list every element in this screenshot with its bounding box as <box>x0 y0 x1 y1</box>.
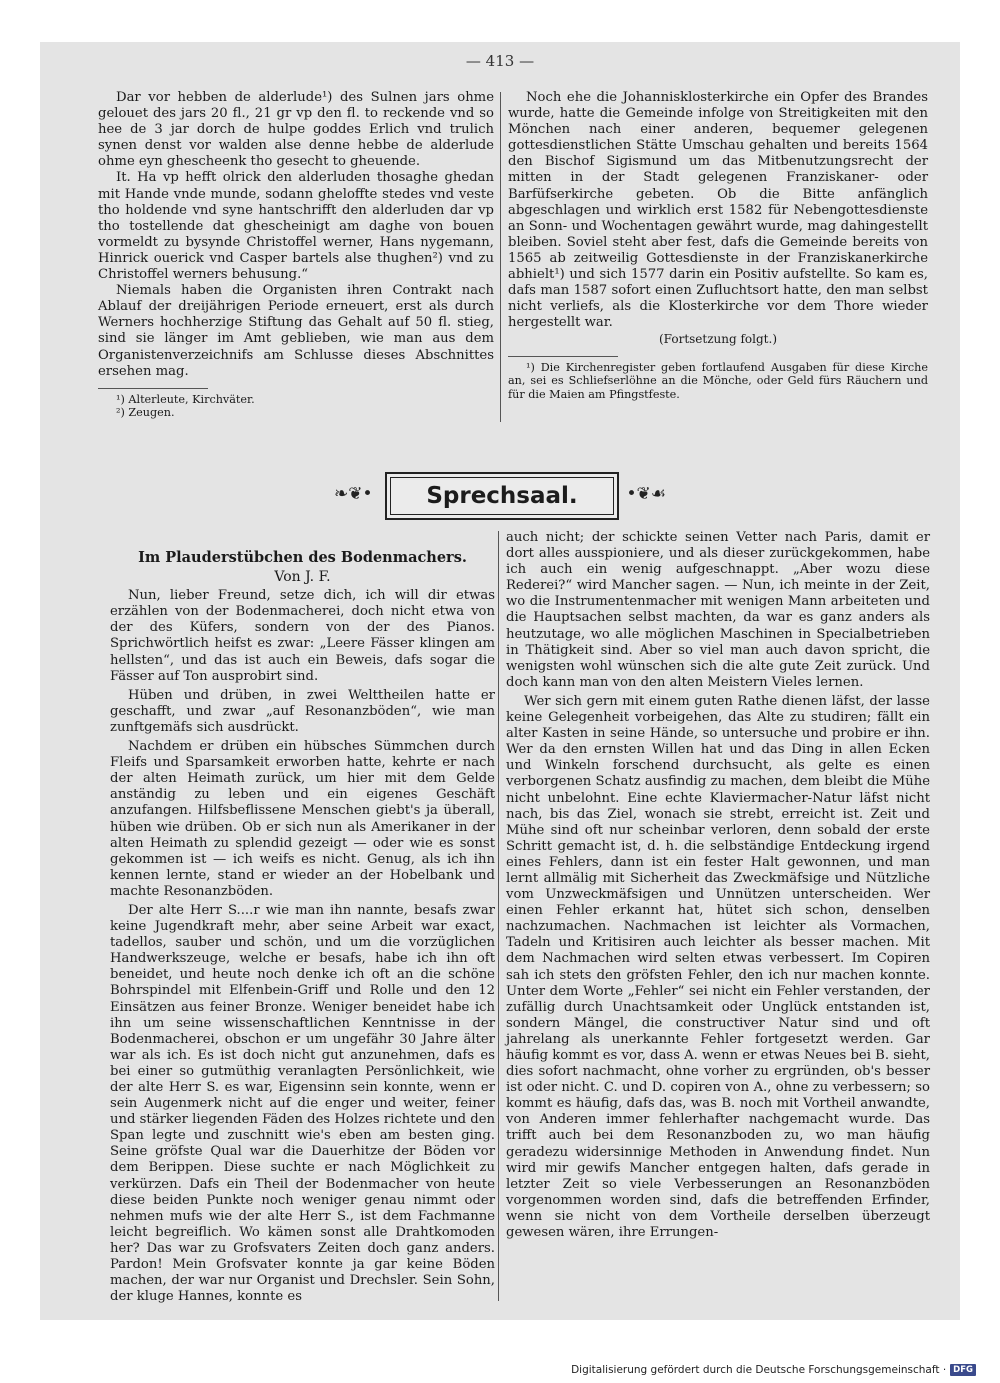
paragraph: Hüben und drüben, in zwei Welttheilen hatte er geschafft, und zwar „auf Resonanzböden“, wie man zunftgemäfs sich ausdrückt. <box>110 687 495 735</box>
footnote-divider <box>98 388 208 389</box>
footnote: ¹) Alterleute, Kirchväter. <box>116 392 255 406</box>
paragraph: Wer sich gern mit einem guten Rathe dienen läfst, der lasse keine Gelegenheit vorbeigehen, das Alte zu studiren; fällt ein alter Kasten in seine Hände, so untersuche und probire er ihn. Wer da den ernsten Willen hat und das Ding in allen Ecken und Winkeln forschend durchsucht, als gelte es einen verborgenen Schatz ausfindig zu machen, dem bleibt die Mühe nicht unbelohnt. Eine echte Klaviermacher-Natur läfst nicht nach, bis das Ziel, wonach sie strebt, erreicht ist. Zeit und Mühe sind oft nur scheinbar verloren, denn sobald der erste Schritt gemacht ist, d. h. die selbständige Entdeckung irgend eines Fehlers, dann ist ein fester Halt gewonnen, und man lernt allmälig mit Sicherheit das Zweckmäfsige und Nützliche vom Unzweckmäfsigen und Unnützen unterscheiden. Wer einen Fehler erkannt hat, hütet sich schon, denselben nachzumachen. Nachmachen ist leichter als Vormachen, Tadeln und Kritisiren auch leichter als besser machen. Mit dem Nachmachen wird selten etwas verbessert. Im Copiren sah ich stets den gröfsten Fehler, den ich nur machen konnte. Unter dem Worte „Fehler“ sei nicht ein Fehler verstanden, der zufällig durch Unachtsamkeit oder Unglück entstanden ist, sondern Mängel, die constructiver Natur sind und oft jahrelang als unerkannte Fehler fortgesetzt werden. Gar häufig kommt es vor, dass A. wenn er etwas Neues bei B. sieht, dies sofort nachmacht, ohne vorher zu ergründen, ob's besser ist oder nicht. C. und D. copiren von A., ohne zu verbessern; so kommt es häufig, dafs das, was B. noch mit Vortheil anwandte, von Anderen immer fehlerhafter nachgemacht wurde. Das trifft auch bei dem Resonanzboden zu, wo man häufig geradezu widersinnige Methoden in Anwendung findet. Nun wird mir gewifs Mancher entgegen halten, dafs gerade in letzter Zeit so viele Verbesserungen an Resonanzböden vorgenommen worden sind, dafs die betreffenden Erfinder, wenn sie nicht von dem Vortheile derselben überzeugt gewesen wären, ihre Errungen- <box>506 693 930 1241</box>
section-banner <box>330 467 670 525</box>
scanned-page <box>40 42 960 1320</box>
column-divider <box>500 92 501 422</box>
dfg-logo: DFG <box>950 1364 976 1376</box>
article-left-column <box>110 550 495 1305</box>
paragraph: It. Ha vp hefft olrick den alderluden thosaghe ghedan mit Hande vnde munde, sodann gheloffte stedes vnd veste tho holdende vnd syne hantschrifft den alderluden dar vp tho tostellende dat ghescheinigt am daghe von bouen vormeldt zu bysynde Christoffel werner, Hans nygemann, Hinrick ouerick vnd Casper bartels alse thughen²) vnd zu Christoffel werners behusung.“ <box>98 170 494 283</box>
continued-note: (Fortsetzung folgt.) <box>659 332 777 347</box>
digitization-credit <box>571 1364 976 1376</box>
ornament-right-icon: •❦☙ <box>626 484 666 504</box>
article-title: Im Plauderstübchen des Bodenmachers. <box>138 549 467 566</box>
footnote-divider <box>508 356 618 357</box>
column-divider <box>498 531 499 1301</box>
article-right-column <box>506 530 930 1241</box>
top-right-column <box>508 90 928 401</box>
paragraph: Niemals haben die Organisten ihren Contrakt nach Ablauf der dreijährigen Periode erneuert, erst als durch Werners hochherzige Stiftung das Gehalt auf 50 fl. stieg, sind sie länger im Amt geblieben, wie man aus dem Organistenverzeichnifs am Schlusse dieses Abschnittes ersehen mag. <box>98 283 494 379</box>
article-author: Von J. F. <box>274 569 331 586</box>
credit-text: Digitalisierung gefördert durch die Deutsche Forschungsgemeinschaft · <box>571 1364 947 1376</box>
paragraph: Noch ehe die Johannisklosterkirche ein Opfer des Brandes wurde, hatte die Gemeinde infolge von Streitigkeiten mit den Mönchen nach einer anderen, bequemer gelegenen gottesdienstlichen Stätte Umschau gehalten und bereits 1564 den Bischof Sigismund um das Mitbenutzungsrecht der mitten in der Stadt gelegenen Franziskaner- oder Barfüfserkirche gebeten. Ob die Bitte anfänglich abgeschlagen und wirklich erst 1582 für Nebengottesdienste an Sonn- und Wochentagen gewährt wurde, mag dahingestellt bleiben. Soviel steht aber fest, dafs die Gemeinde bereits von 1565 ab zeitweilig Gottesdienste in der Franziskanerkirche abhielt¹) und sich 1577 darin ein Positiv aufstellte. So kam es, dafs man 1587 sofort einen Zufluchtsort hatte, den man selbst nicht verliefs, als die Klosterkirche vor dem Thore wieder hergestellt war. <box>508 90 928 331</box>
paragraph: Der alte Herr S....r wie man ihn nannte, besafs zwar keine Jugendkraft mehr, aber seine Arbeit war exact, tadellos, sauber und schön, und um die vorzüglichen Handwerkszeuge, welche er besafs, habe ich ihn oft beneidet, und heute noch denke ich oft an die schöne Bohrspindel mit Elfenbein-Griff und Rolle und den 12 Einsätzen aus feiner Bronze. Weniger beneidet habe ich ihn um seine wissenschaftlichen Kenntnisse in der Bodenmacherei, obschon er um ungefähr 30 Jahre älter war als ich. Es ist doch nicht gut anzunehmen, dafs es bei einer so gutmüthig veranlagten Persönlichkeit, wie der alte Herr S. es war, Eigensinn sein konnte, wenn er sein Augenmerk nicht auf die enger und weiter, feiner und stärker liegenden Fäden des Holzes richtete und den Span legte und zuschnitt wie's eben am besten ging. Seine gröfste Qual war die Dauerhitze der Böden vor dem Berippen. Diese suchte er nach Möglichkeit zu verkürzen. Dafs ein Theil der Bodenmacher von heute diese beiden Punkte noch weniger genau nimmt oder nehmen mufs wie der alte Herr S., ist dem Fachmanne leicht begreiflich. Wo kämen sonst alle Drahtkomoden her? Das war zu Grofsvaters Zeiten doch ganz anders. Pardon! Mein Grofsvater konnte ja gar keine Böden machen, der war nur Organist und Drechsler. Sein Sohn, der kluge Hannes, konnte es <box>110 902 495 1305</box>
section-heading: Sprechsaal. <box>385 472 619 520</box>
top-left-column <box>98 90 494 420</box>
paragraph: Nachdem er drüben ein hübsches Sümmchen durch Fleifs und Sparsamkeit erworben hatte, kehrte er nach der alten Heimath zurück, um hier mit dem Gelde anständig zu leben und ein eigenes Geschäft anzufangen. Hilfsbeflissene Menschen giebt's ja überall, hüben wie drüben. Ob er sich nun als Amerikaner in der alten Heimath zu splendid gezeigt — oder wie es sonst gekommen ist — ich weifs es nicht. Genug, als ich ihn kennen lernte, stand er wieder an der Hobelbank und machte Resonanzböden. <box>110 739 495 899</box>
paragraph: auch nicht; der schickte seinen Vetter nach Paris, damit er dort alles ausspioniere, und als dieser zurückgekommen, habe ich auch ein wenig aufgeschnappt. „Aber wozu diese Rederei?“ wird Mancher sagen. — Nun, ich meinte in der Zeit, wo die Instrumentenmacher mit wenigen Mann arbeiteten und die Hauptsachen selbst machten, da war es ganz anders als heutzutage, wo alle möglichen Maschinen in Specialbetrieben in Thätigkeit sind. Aber so viel man auch davon spricht, die wenigsten wohl wünschen sich die alte gute Zeit zurück. Und doch kann man von den alten Meistern Vieles lernen. <box>506 530 930 690</box>
footnote: ²) Zeugen. <box>116 406 175 420</box>
paragraph: Nun, lieber Freund, setze dich, ich will dir etwas erzählen von der Bodenmacherei, doch nicht etwa von der des Küfers, sondern von der des Pianos. Sprichwörtlich heifst es zwar: „Leere Fässer klingen am hellsten“, und das ist auch ein Beweis, dafs sogar die Fässer auf Ton ausprobirt sind. <box>110 588 495 684</box>
page-number: — 413 — <box>465 52 535 70</box>
paragraph: Dar vor hebben de alderlude¹) des Sulnen jars ohme gelouet des jars 20 fl., 21 gr vp den fl. to reckende vnd so hee de 3 jar dorch de hulpe goddes Erlich vnd trulich synen denst vor walden alse denne hebbe de alderlude ohme eyn ghescheenk tho gesecht to gheuende. <box>98 90 494 170</box>
ornament-left-icon: ❧❦• <box>334 484 373 504</box>
footnote: ¹) Die Kirchenregister geben fortlaufend Ausgaben für diese Kirche an, sei es Schliefserlöhne an die Mönche, oder Geld fürs Räuchern und für die Maien am Pfingstfeste. <box>508 360 928 401</box>
